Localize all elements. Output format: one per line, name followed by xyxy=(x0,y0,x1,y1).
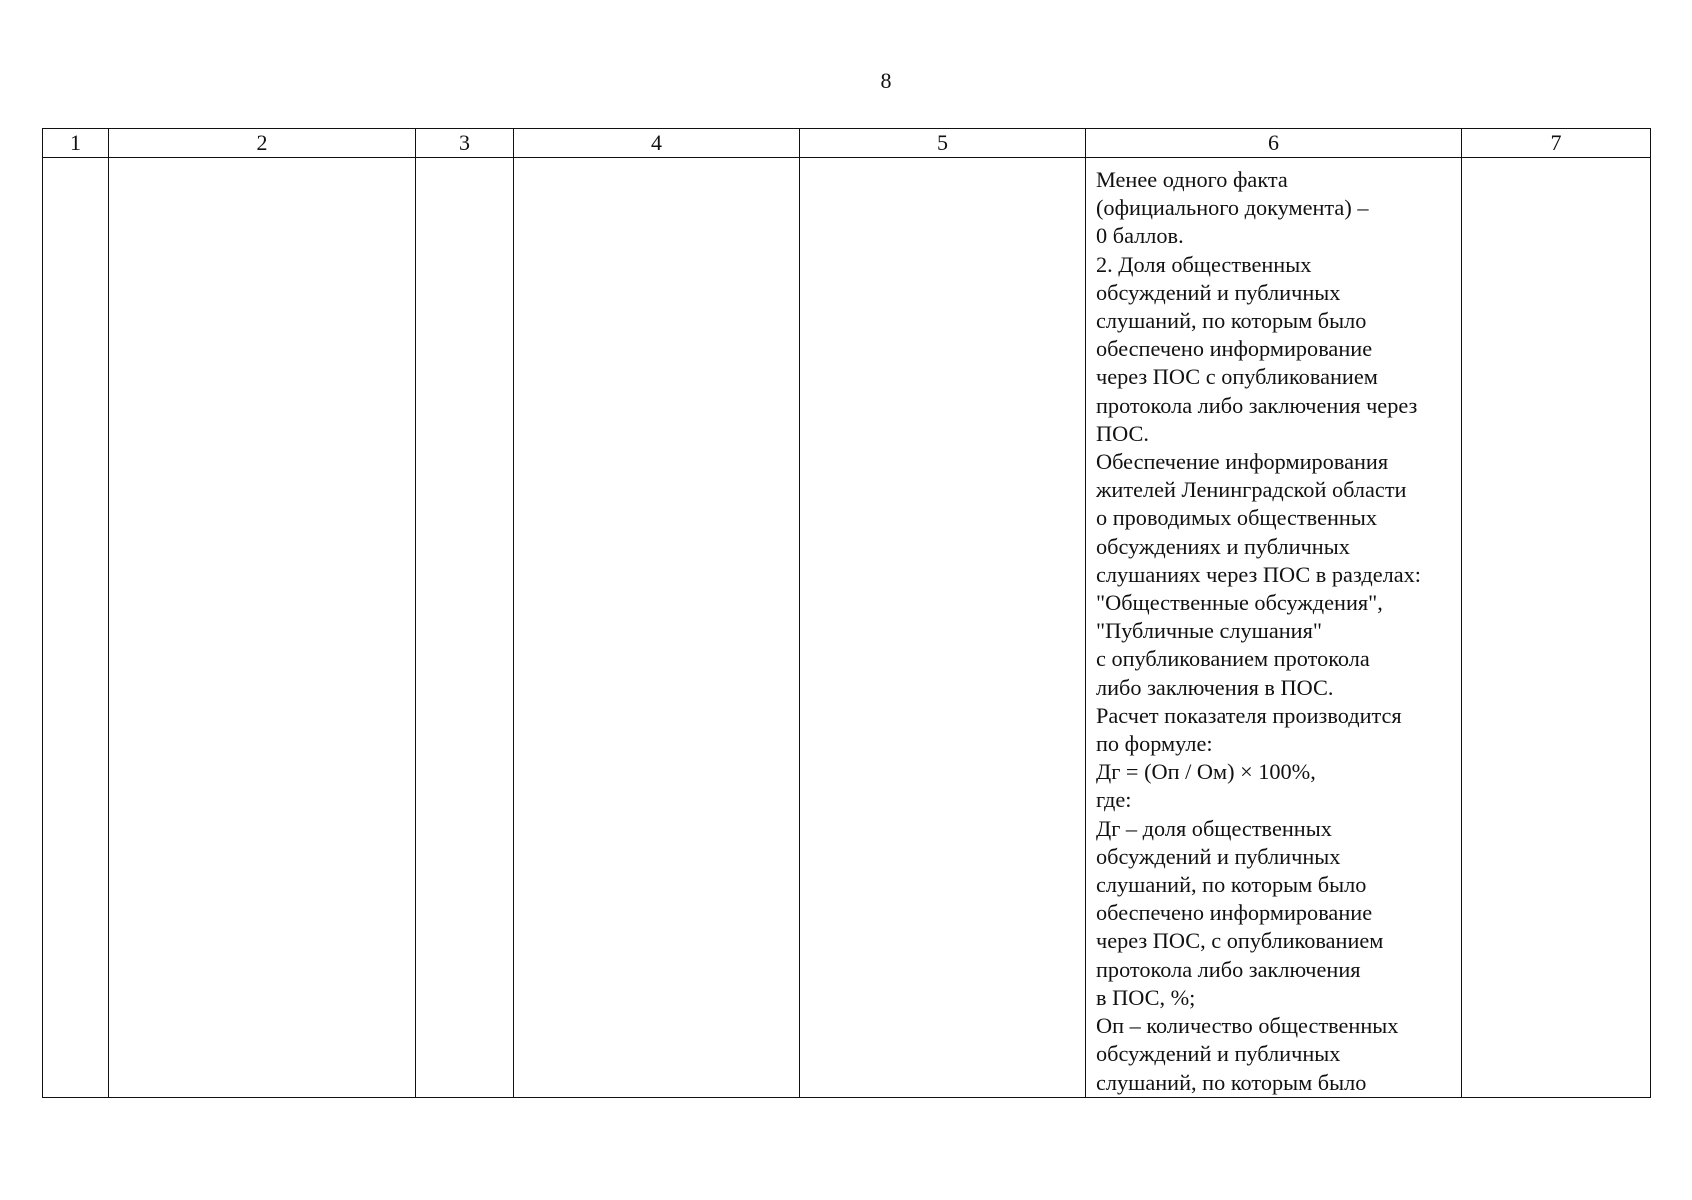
text-line: либо заключения в ПОС. xyxy=(1096,674,1334,700)
cell-col-5 xyxy=(800,158,1086,1098)
text-line: о проводимых общественных xyxy=(1096,505,1377,531)
text-line: Оп – количество общественных xyxy=(1096,1013,1399,1039)
text-line: обсуждений и публичных xyxy=(1096,279,1341,305)
cell-col-4 xyxy=(514,158,800,1098)
column-number-5: 5 xyxy=(800,129,1086,158)
text-line: Менее одного факта xyxy=(1096,167,1288,192)
criteria-table xyxy=(42,128,1651,1098)
text-line: обеспечено информирование xyxy=(1096,336,1373,362)
text-line: по формуле: xyxy=(1096,731,1213,757)
text-line: через ПОС, с опубликованием xyxy=(1096,928,1384,954)
text-line: "Общественные обсуждения", xyxy=(1096,590,1383,616)
text-line: Дг – доля общественных xyxy=(1096,815,1332,841)
text-line: 0 баллов. xyxy=(1096,223,1184,249)
cell-col-2 xyxy=(109,158,416,1098)
text-line: Обеспечение информирования xyxy=(1096,449,1389,475)
text-line: слушаниях через ПОС в разделах: xyxy=(1096,561,1421,587)
text-line: слушаний, по которым было xyxy=(1096,1069,1367,1095)
column-number-2: 2 xyxy=(109,129,416,158)
column-number-6: 6 xyxy=(1086,129,1462,158)
text-line: обеспечено информирование xyxy=(1096,900,1373,926)
text-line: слушаний, по которым было xyxy=(1096,872,1367,898)
text-line: Расчет показателя производится xyxy=(1096,702,1402,728)
text-line: (официального документа) – xyxy=(1096,195,1369,221)
column-number-1: 1 xyxy=(43,129,109,158)
text-line: ПОС. xyxy=(1096,420,1149,446)
text-line: через ПОС с опубликованием xyxy=(1096,364,1378,390)
cell-col-3 xyxy=(416,158,514,1098)
cell-col-6 xyxy=(1086,158,1462,1098)
header-row xyxy=(43,129,1651,158)
text-line: протокола либо заключения через xyxy=(1096,392,1418,418)
text-line: с опубликованием протокола xyxy=(1096,646,1370,672)
formula-line: Дг = (Оп / Ом) × 100%, xyxy=(1096,759,1316,785)
text-line: где: xyxy=(1096,787,1132,813)
text-line: в ПОС, %; xyxy=(1096,984,1196,1010)
table-row xyxy=(43,158,1651,1098)
column-number-7: 7 xyxy=(1462,129,1651,158)
indicator-description xyxy=(1086,158,1461,1097)
text-line: жителей Ленинградской области xyxy=(1096,477,1407,503)
column-number-4: 4 xyxy=(514,129,800,158)
column-number-3: 3 xyxy=(416,129,514,158)
text-line: протокола либо заключения xyxy=(1096,956,1361,982)
text-line: слушаний, по которым было xyxy=(1096,308,1367,334)
cell-col-1 xyxy=(43,158,109,1098)
text-line: обсуждений и публичных xyxy=(1096,843,1341,869)
text-line: 2. Доля общественных xyxy=(1096,251,1312,277)
cell-col-7 xyxy=(1462,158,1651,1098)
page-number: 8 xyxy=(880,68,892,93)
text-line: обсуждений и публичных xyxy=(1096,1041,1341,1067)
text-line: "Публичные слушания" xyxy=(1096,618,1322,644)
text-line: обсуждениях и публичных xyxy=(1096,533,1350,559)
